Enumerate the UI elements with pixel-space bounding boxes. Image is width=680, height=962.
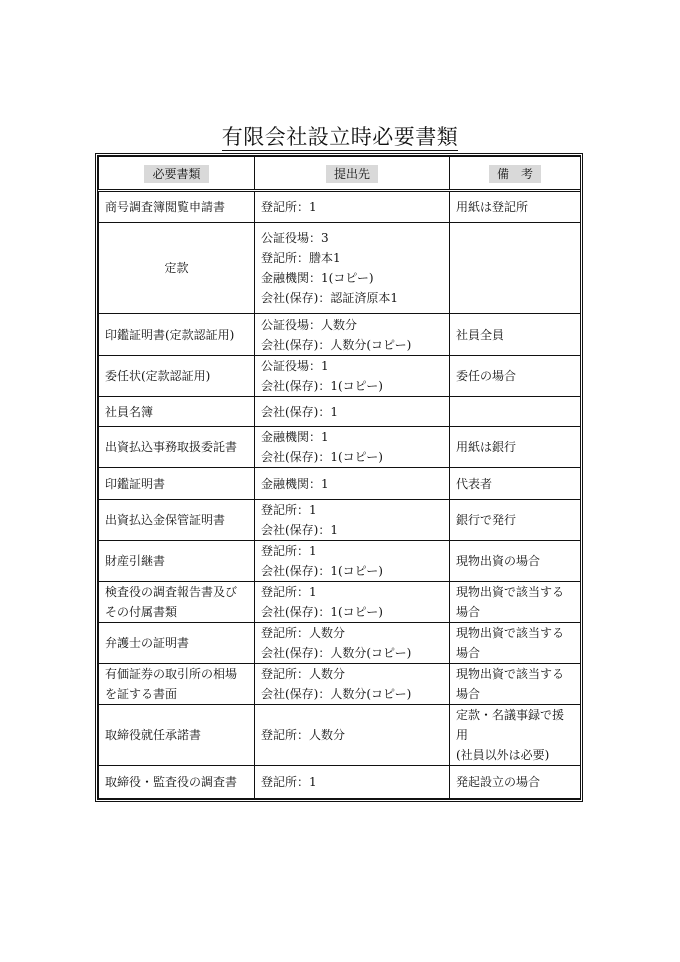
submit-to-cell-text: 金融機関：1 — [261, 430, 329, 444]
remarks-cell — [450, 223, 581, 314]
document-cell — [99, 397, 255, 427]
remarks-cell-text: 用紙は登記所 — [456, 200, 529, 214]
remarks-cell-text: 委任の場合 — [456, 369, 517, 383]
table-row — [99, 623, 581, 664]
document-cell-text: 弁護士の証明書 — [105, 636, 190, 650]
submit-to-cell-text: 会社(保存)：1 — [261, 523, 338, 537]
header-submit-to: 提出先 — [255, 157, 450, 191]
document-title-text: 有限会社設立時必要書類 — [221, 125, 459, 149]
table-row — [99, 397, 581, 427]
document-cell-text: 印鑑証明書 — [105, 476, 166, 491]
remarks-cell — [450, 468, 581, 500]
table-row — [99, 223, 581, 314]
submit-to-cell-text: 会社(保存)：1 — [261, 404, 338, 419]
remarks-cell — [450, 314, 581, 356]
submit-to-cell — [255, 223, 450, 314]
document-cell — [99, 582, 255, 623]
remarks-cell-text: 銀行で発行 — [456, 513, 517, 527]
document-cell — [99, 623, 255, 664]
submit-to-cell — [255, 427, 450, 468]
document-title — [0, 121, 680, 151]
remarks-cell — [450, 191, 581, 223]
remarks-cell-text: 用紙は銀行 — [456, 440, 517, 454]
document-cell — [99, 500, 255, 541]
submit-to-cell-text: 会社(保存)：1(コピー) — [261, 605, 383, 619]
table-row — [99, 766, 581, 799]
submit-to-cell-text: 登記所：1 — [261, 585, 317, 599]
submit-to-cell-text: 公証役場：人数分 — [261, 317, 358, 332]
document-cell-text: 商号調査簿閲覧申請書 — [105, 200, 226, 214]
table-row — [99, 468, 581, 500]
document-cell-text: 検査役の調査報告書及びその付属書類 — [105, 585, 238, 619]
required-documents-table — [95, 153, 583, 802]
table-row — [99, 541, 581, 582]
submit-to-cell — [255, 500, 450, 541]
remarks-cell — [450, 427, 581, 468]
document-cell-text: 有価証券の取引所の相場を証する書面 — [105, 667, 238, 701]
header-remarks: 備 考 — [450, 157, 581, 191]
remarks-cell-text: 代表者 — [456, 476, 493, 491]
remarks-cell-text: 現物出資で該当する場合 — [456, 585, 565, 619]
document-cell-text: 委任状(定款認証用) — [105, 369, 211, 383]
document-cell — [99, 427, 255, 468]
table-row — [99, 582, 581, 623]
remarks-cell — [450, 705, 581, 766]
submit-to-cell-text: 会社(保存)：1(コピー) — [261, 564, 383, 578]
submit-to-cell-text: 金融機関：1 — [261, 476, 329, 491]
submit-to-cell-text: 会社(保存)：1(コピー) — [261, 450, 383, 464]
document-cell — [99, 314, 255, 356]
document-cell — [99, 705, 255, 766]
remarks-cell-text: 定款・名議事録で援用 — [456, 708, 565, 742]
remarks-cell — [450, 664, 581, 705]
remarks-cell-text: 現物出資の場合 — [456, 554, 541, 568]
submit-to-cell — [255, 623, 450, 664]
submit-to-cell — [255, 766, 450, 799]
remarks-cell — [450, 766, 581, 799]
table-row — [99, 314, 581, 356]
document-cell-text: 財産引継書 — [105, 554, 166, 568]
submit-to-cell-text: 登記所：人数分 — [261, 626, 346, 640]
remarks-cell — [450, 356, 581, 397]
table-row — [99, 705, 581, 766]
document-cell — [99, 356, 255, 397]
submit-to-cell-text: 会社(保存)：人数分(コピー) — [261, 646, 412, 660]
submit-to-cell-text: 公証役場：1 — [261, 359, 329, 373]
submit-to-cell-text: 金融機関：1(コピー) — [261, 271, 374, 285]
table-row — [99, 356, 581, 397]
submit-to-cell-text: 登記所：1 — [261, 503, 317, 517]
remarks-cell — [450, 623, 581, 664]
remarks-cell-text: (社員以外は必要) — [456, 748, 550, 762]
submit-to-cell-text: 会社(保存)：1(コピー) — [261, 379, 383, 393]
submit-to-cell-text: 公証役場：3 — [261, 231, 329, 245]
submit-to-cell — [255, 541, 450, 582]
document-cell-text: 社員名簿 — [105, 404, 154, 419]
document-cell — [99, 223, 255, 314]
document-cell — [99, 766, 255, 799]
submit-to-cell — [255, 705, 450, 766]
submit-to-cell-text: 登記所：1 — [261, 775, 317, 789]
submit-to-cell-text: 登記所：1 — [261, 544, 317, 558]
submit-to-cell-text: 会社(保存)：人数分(コピー) — [261, 337, 412, 352]
remarks-cell-text: 現物出資で該当する場合 — [456, 626, 565, 660]
remarks-cell — [450, 500, 581, 541]
table-header-row — [99, 157, 581, 191]
document-cell-text: 出資払込事務取扱委託書 — [105, 440, 238, 454]
submit-to-cell-text: 登記所：謄本1 — [261, 251, 341, 265]
document-cell-text: 印鑑証明書(定款認証用) — [105, 327, 235, 342]
submit-to-cell — [255, 664, 450, 705]
remarks-cell-text: 発起設立の場合 — [456, 775, 541, 789]
submit-to-cell-text: 会社(保存)：認証済原本1 — [261, 291, 398, 305]
document-cell-text: 取締役就任承諾書 — [105, 728, 202, 742]
table-row — [99, 500, 581, 541]
remarks-cell — [450, 541, 581, 582]
remarks-cell-text: 現物出資で該当する場合 — [456, 667, 565, 701]
document-cell-text: 定款 — [164, 261, 189, 275]
submit-to-cell — [255, 356, 450, 397]
submit-to-cell — [255, 314, 450, 356]
table-row — [99, 664, 581, 705]
submit-to-cell-text: 登記所：人数分 — [261, 728, 346, 742]
submit-to-cell-text: 会社(保存)：人数分(コピー) — [261, 687, 412, 701]
remarks-cell — [450, 397, 581, 427]
document-cell — [99, 468, 255, 500]
remarks-cell — [450, 582, 581, 623]
table-row — [99, 191, 581, 223]
submit-to-cell-text: 登記所：1 — [261, 200, 317, 214]
table-body — [99, 191, 581, 799]
submit-to-cell — [255, 468, 450, 500]
submit-to-cell — [255, 582, 450, 623]
document-cell — [99, 541, 255, 582]
document-cell-text: 取締役・監査役の調査書 — [105, 775, 238, 789]
submit-to-cell-text: 登記所：人数分 — [261, 667, 346, 681]
submit-to-cell — [255, 397, 450, 427]
remarks-cell-text: 社員全員 — [456, 327, 505, 342]
document-cell — [99, 664, 255, 705]
header-required-documents: 必要書類 — [99, 157, 255, 191]
document-cell-text: 出資払込金保管証明書 — [105, 513, 226, 527]
document-cell — [99, 191, 255, 223]
table-row — [99, 427, 581, 468]
submit-to-cell — [255, 191, 450, 223]
